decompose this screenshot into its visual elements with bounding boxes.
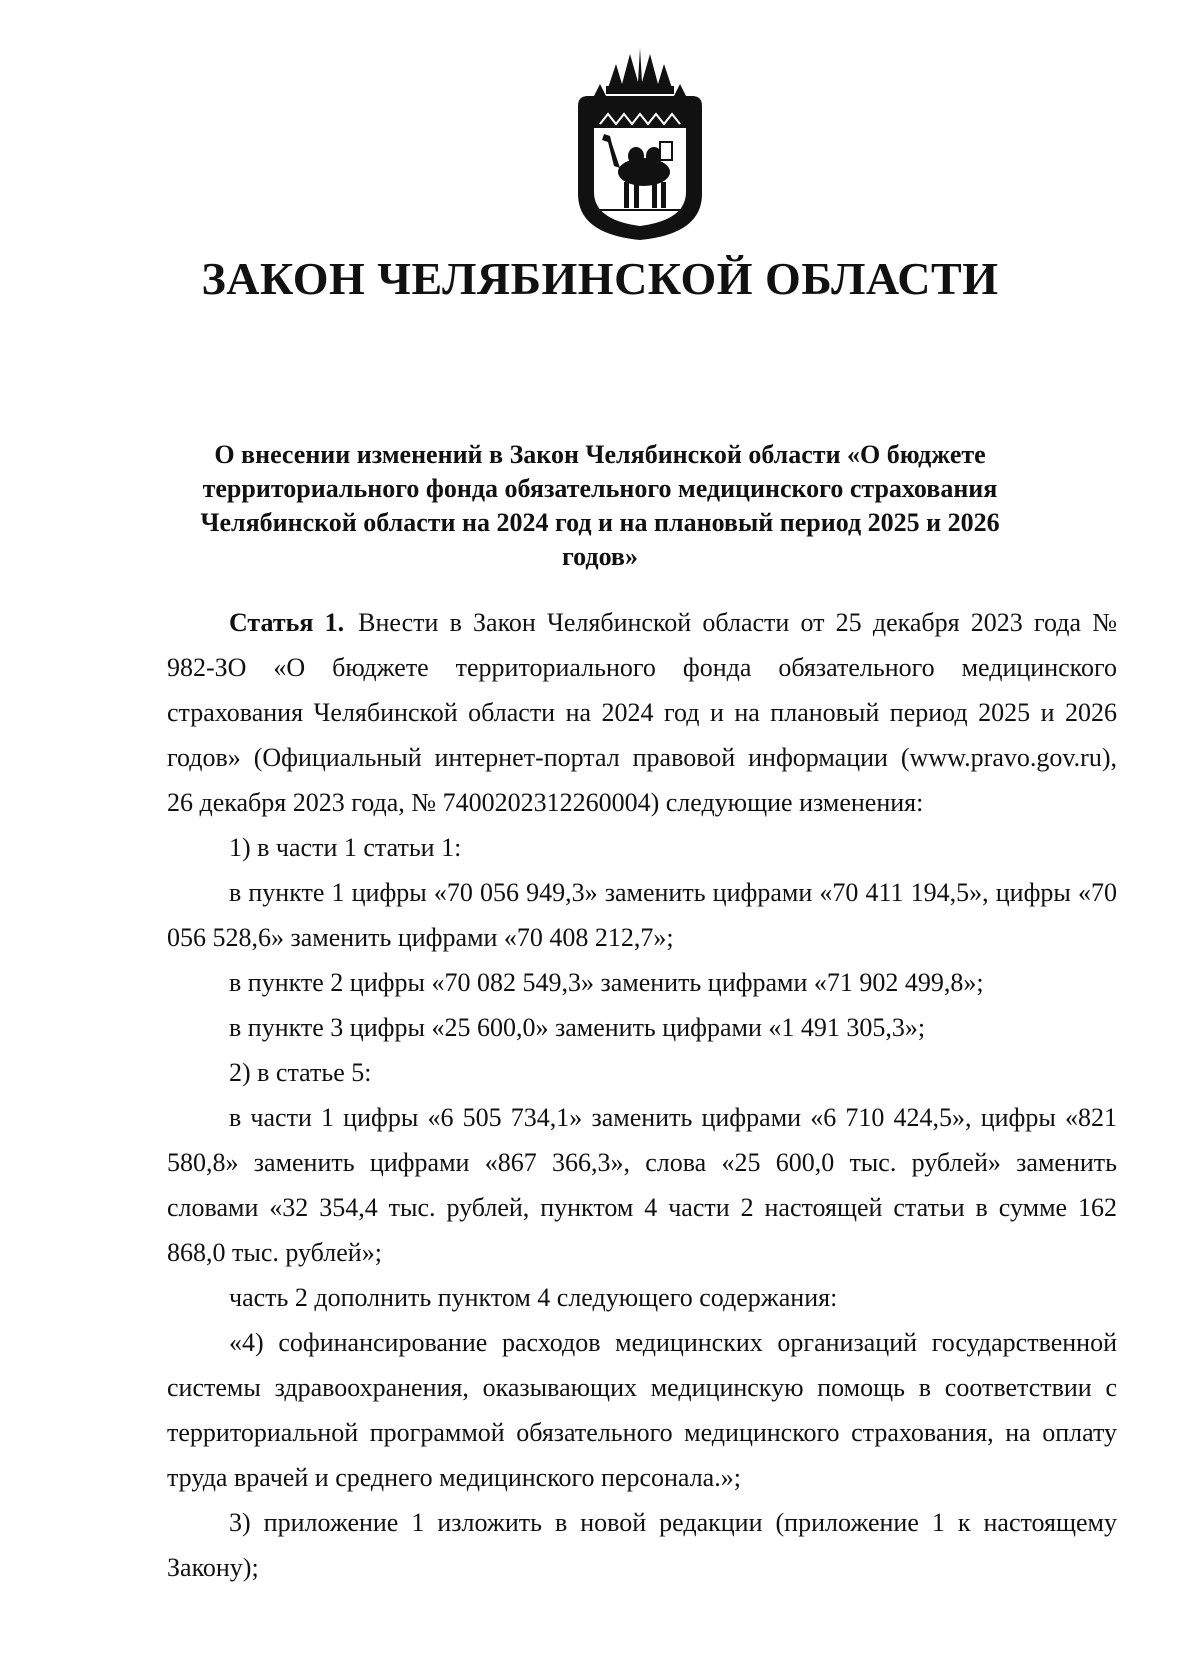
paragraph: часть 2 дополнить пунктом 4 следующего содержания:: [229, 1283, 838, 1312]
paragraph: 1) в части 1 статьи 1:: [229, 833, 462, 862]
subtitle-line-1: О внесении изменений в Закон Челябинской области «О бюджете: [214, 440, 986, 469]
document-title: ЗАКОН ЧЕЛЯБИНСКОЙ ОБЛАСТИ: [201, 253, 999, 304]
document-body: [167, 600, 1117, 1590]
article-1-label: Статья 1.: [229, 608, 345, 637]
paragraph: в пункте 3 цифры «25 600,0» заменить цифрами «1 491 305,3»;: [229, 1013, 926, 1042]
article-1-intro: [167, 600, 1117, 825]
paragraph: 2) в статье 5:: [229, 1058, 372, 1087]
chelyabinsk-coat-of-arms-icon: [560, 44, 720, 244]
paragraph: в пункте 2 цифры «70 082 549,3» заменить цифрами «71 902 499,8»;: [229, 968, 984, 997]
article-1-intro-text: Внести в Закон Челябинской области от 25 декабря 2023 года № 982-ЗО «О бюджете территориального фонда обязательного медицинского страхования Челябинской области на 2024 год и на плановый период 2025 и 2026 годов» (Официальный интернет-портал правовой информации (www.pravo.gov.ru), 26 декабря 2023 года, № 7400202312260004) следующие изменения:: [167, 608, 1118, 817]
subtitle-line-3: Челябинской области на 2024 год и на плановый период 2025 и 2026 годов»: [200, 508, 1000, 571]
document-subtitle: [170, 438, 1030, 574]
paragraph: 3) приложение 1 изложить в новой редакции (приложение 1 к настоящему Закону);: [167, 1508, 1117, 1582]
subtitle-line-2: территориального фонда обязательного медицинского страхования: [202, 474, 998, 503]
paragraph: в пункте 1 цифры «70 056 949,3» заменить цифрами «70 411 194,5», цифры «70 056 528,6» заменить цифрами «70 408 212,7»;: [167, 878, 1117, 952]
paragraph: в части 1 цифры «6 505 734,1» заменить цифрами «6 710 424,5», цифры «821 580,8» заменить цифрами «867 366,3», слова «25 600,0 тыс. рублей» заменить словами «32 354,4 тыс. рублей, пунктом 4 части 2 настоящей статьи в сумме 162 868,0 тыс. рублей»;: [167, 1103, 1117, 1267]
paragraph: «4) софинансирование расходов медицинских организаций государственной системы здравоохранения, оказывающих медицинскую помощь в соответствии с территориальной программой обязательного медицинского страхования, на оплату труда врачей и среднего медицинского персонала.»;: [167, 1328, 1117, 1492]
